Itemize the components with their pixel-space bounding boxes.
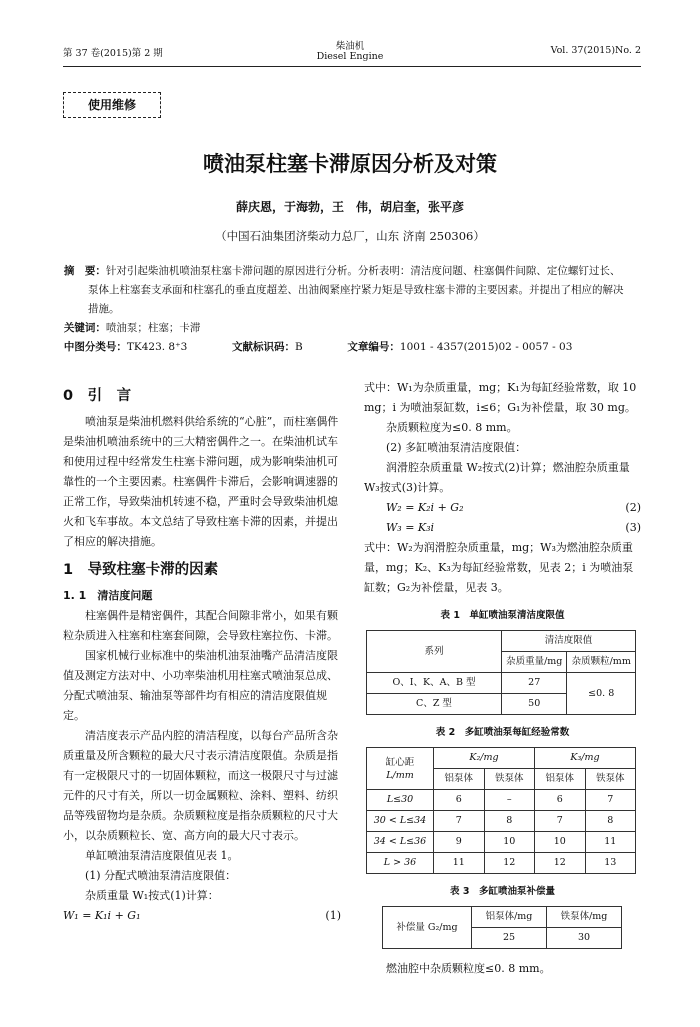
authors: 薛庆恩，于海勃，王 伟，胡启奎，张平彦 xyxy=(235,200,464,214)
right-column xyxy=(364,378,641,979)
table-3-header-row: 补偿量 G₂/mg xyxy=(383,907,472,949)
table-1-header-limit: 清洁度限值 xyxy=(502,631,636,652)
table-2-header-distance-2: L/mm xyxy=(386,769,414,781)
table-2-header-distance-1: 缸心距 xyxy=(385,756,415,768)
article-no-value: 1001 - 4357(2015)02 - 0057 - 03 xyxy=(399,341,573,353)
equation-2 xyxy=(364,498,641,518)
table-1-cell: O、I、K、A、B 型 xyxy=(367,673,502,694)
paragraph-4: 单缸喷油泵清洁度限值见表 1。 xyxy=(85,849,239,862)
equation-1 xyxy=(63,906,341,926)
paper-title: 喷油泵柱塞卡滞原因分析及对策 xyxy=(203,152,497,176)
article-no-label: 文章编号： xyxy=(347,341,400,353)
table-2-header-k2-text: K₂/mg xyxy=(469,752,499,763)
table-2-header-distance xyxy=(367,748,434,790)
clc-value: TK423. 8⁺3 xyxy=(126,341,188,353)
table-2-cell: 30 < L≤34 xyxy=(367,811,434,832)
table-1-cell: C、Z 型 xyxy=(367,694,502,715)
equation-2-number: (2) xyxy=(625,501,641,514)
right-paragraph-3: (2) 多缸喷油泵清洁度限值： xyxy=(386,441,527,454)
table-2-header-fe: 铁泵体 xyxy=(484,769,535,790)
table-2-cell: 7 xyxy=(434,811,485,832)
keywords-label: 关键词： xyxy=(63,322,106,334)
header-right: Vol. 37(2015)No. 2 xyxy=(550,45,641,56)
header-rule xyxy=(63,66,641,67)
table-2-cell: 12 xyxy=(535,853,586,874)
abstract-text: 针对引起柴油机喷油泵柱塞卡滞问题的原因进行分析。分析表明：清洁度问题、柱塞偶件间隙、定位螺钉过长、泵体上柱塞套支承面和柱塞孔的垂直度超差、出油阀紧座拧紧力矩是导致柱塞卡滞的主要因素。并提出了相应的解决措施。 xyxy=(88,265,624,315)
keywords xyxy=(64,319,628,338)
right-paragraph-2: 杂质颗粒度为≤0. 8 mm。 xyxy=(386,421,518,434)
table-row xyxy=(367,853,636,874)
table-row xyxy=(367,790,636,811)
right-last-paragraph: 燃油腔中杂质颗粒度≤0. 8 mm。 xyxy=(386,962,551,975)
subsection-1-1-heading: 1. 1 清洁度问题 xyxy=(63,589,153,602)
table-3-cell-fe: 30 xyxy=(547,928,622,949)
table-2-cell: 9 xyxy=(434,832,485,853)
table-2-header-al: 铝泵体 xyxy=(535,769,586,790)
table-2-cell: 34 < L≤36 xyxy=(367,832,434,853)
intro-paragraph: 喷油泵是柴油机燃料供给系统的“心脏”，而柱塞偶件是柴油机喷油系统中的三大精密偶件之一。在柴油机试车和使用过程中经常发生柱塞卡滞问题，成为影响柴油机可靠性的一个主要因素。柱塞偶件卡滞后，会影响调速器的正常工作，导致柴油机转速不稳，严重时会导致柴油机熄火和飞车事故。本文总结了导致柱塞卡滞的因素，并提出了相应的解决措施。 xyxy=(63,415,339,548)
table-2-header-k3-text: K₃/mg xyxy=(570,752,600,763)
table-1-cell: 27 xyxy=(502,673,567,694)
equation-3 xyxy=(364,518,641,538)
table-3-header-al: 铝泵体/mg xyxy=(472,907,547,928)
equation-1-number: (1) xyxy=(325,909,341,922)
column-tag-label: 使用维修 xyxy=(87,98,136,112)
abstract-block xyxy=(63,262,628,357)
table-2-cell: 8 xyxy=(585,811,636,832)
paragraph-3: 清洁度表示产品内腔的清洁程度，以每台产品所含杂质重量及所含颗粒的最大尺寸表示清洁度限值。杂质是指有一定极限尺寸的一切固体颗粒，而这一极限尺寸与过滤元件的尺寸有关，所以一切金属颗粒、涂料、塑料、纺织品等残留物均是杂质。杂质颗粒度是指杂质颗粒的尺寸大小，以杂质颗粒长、宽、高方向的最大尺寸表示。 xyxy=(63,729,338,842)
table-3 xyxy=(382,906,622,949)
table-3-header-fe: 铁泵体/mg xyxy=(547,907,622,928)
right-paragraph-4: 润滑腔杂质重量 W₂按式(2)计算；燃油腔杂质重量 W₃按式(3)计算。 xyxy=(364,461,630,494)
table-2-cell: 11 xyxy=(585,832,636,853)
paragraph-1: 柱塞偶件是精密偶件，其配合间隙非常小，如果有颗粒杂质进入柱塞和柱塞套间隙，会导致柱塞拉伤、卡滞。 xyxy=(63,609,338,642)
table-1-caption: 表 1 单缸喷油泵清洁度限值 xyxy=(440,610,565,621)
header-left: 第 37 卷(2015)第 2 期 xyxy=(63,48,163,59)
equation-1-expr: W₁ = K₁i + G₁ xyxy=(63,909,141,922)
doc-code-value: B xyxy=(295,341,303,353)
paragraph-5: (1) 分配式喷油泵清洁度限值： xyxy=(85,869,237,882)
equation-3-number: (3) xyxy=(625,521,641,534)
header-center-cn: 柴油机 xyxy=(335,41,365,52)
table-2-caption: 表 2 多缸喷油泵每缸经验常数 xyxy=(435,727,570,738)
table-2-cell: 11 xyxy=(434,853,485,874)
table-3-caption: 表 3 多缸喷油泵补偿量 xyxy=(450,886,555,897)
right-paragraph-5: 式中：W₂为润滑腔杂质重量，mg；W₃为燃油腔杂质重量，mg；K₂、K₃为每缸经验常数，见表 2；i 为喷油泵缸数；G₂为补偿量，见表 3。 xyxy=(364,541,634,594)
table-1-size-value: ≤0. 8 xyxy=(567,673,636,715)
table-1-header-size: 杂质颗粒/mm xyxy=(567,652,636,673)
table-2-cell: 7 xyxy=(585,790,636,811)
column-tag xyxy=(63,92,161,118)
abstract xyxy=(63,262,628,319)
table-2-cell: – xyxy=(484,790,535,811)
table-2-cell: 10 xyxy=(535,832,586,853)
header-center-en: Diesel Engine xyxy=(316,51,384,62)
table-2-header-al: 铝泵体 xyxy=(434,769,485,790)
table-row xyxy=(367,811,636,832)
equation-3-expr: W₃ = K₃i xyxy=(386,521,435,534)
doc-code-label: 文献标识码： xyxy=(232,341,296,353)
paragraph-2: 国家机械行业标准中的柴油机油泵油嘴产品清洁度限值及测定方法对中、小功率柴油机用柱塞式喷油泵总成、分配式喷油泵、输油泵等部件均有相应的清洁度限值规定。 xyxy=(63,649,338,722)
table-3-cell-al: 25 xyxy=(472,928,547,949)
table-1-header-series: 系列 xyxy=(367,631,502,673)
table-2-cell: 10 xyxy=(484,832,535,853)
keywords-text: 喷油泵；柱塞；卡滞 xyxy=(105,322,201,334)
table-2-cell: 7 xyxy=(535,811,586,832)
table-2-header-k3 xyxy=(535,748,636,769)
left-column xyxy=(63,378,341,926)
table-2-cell: 8 xyxy=(484,811,535,832)
table-2 xyxy=(366,747,636,874)
affiliation: （中国石油集团济柴动力总厂，山东 济南 250306） xyxy=(215,229,485,243)
table-2-cell: 12 xyxy=(484,853,535,874)
table-1-cell: 50 xyxy=(502,694,567,715)
table-2-cell: 13 xyxy=(585,853,636,874)
table-2-cell: 6 xyxy=(434,790,485,811)
table-2-cell: L≤30 xyxy=(367,790,434,811)
table-row xyxy=(367,832,636,853)
table-2-cell: 6 xyxy=(535,790,586,811)
table-2-cell: L > 36 xyxy=(367,853,434,874)
equation-2-expr: W₂ = K₂i + G₂ xyxy=(386,501,464,514)
table-2-header-fe: 铁泵体 xyxy=(585,769,636,790)
clc-label: 中图分类号： xyxy=(63,341,127,353)
table-1-header-weight: 杂质重量/mg xyxy=(502,652,567,673)
section-1-heading: 1 导致柱塞卡滞的因素 xyxy=(63,562,219,578)
abstract-label: 摘 要： xyxy=(63,265,106,277)
right-paragraph-1: 式中：W₁为杂质重量，mg；K₁为每缸经验常数，取 10 mg；i 为喷油泵缸数，i≤6；G₁为补偿量，取 30 mg。 xyxy=(364,381,637,414)
table-2-header-k2 xyxy=(434,748,535,769)
classification xyxy=(64,338,628,357)
paragraph-6: 杂质重量 W₁按式(1)计算： xyxy=(85,889,219,902)
section-0-heading: 0 引 言 xyxy=(63,388,132,404)
table-1 xyxy=(366,630,636,715)
